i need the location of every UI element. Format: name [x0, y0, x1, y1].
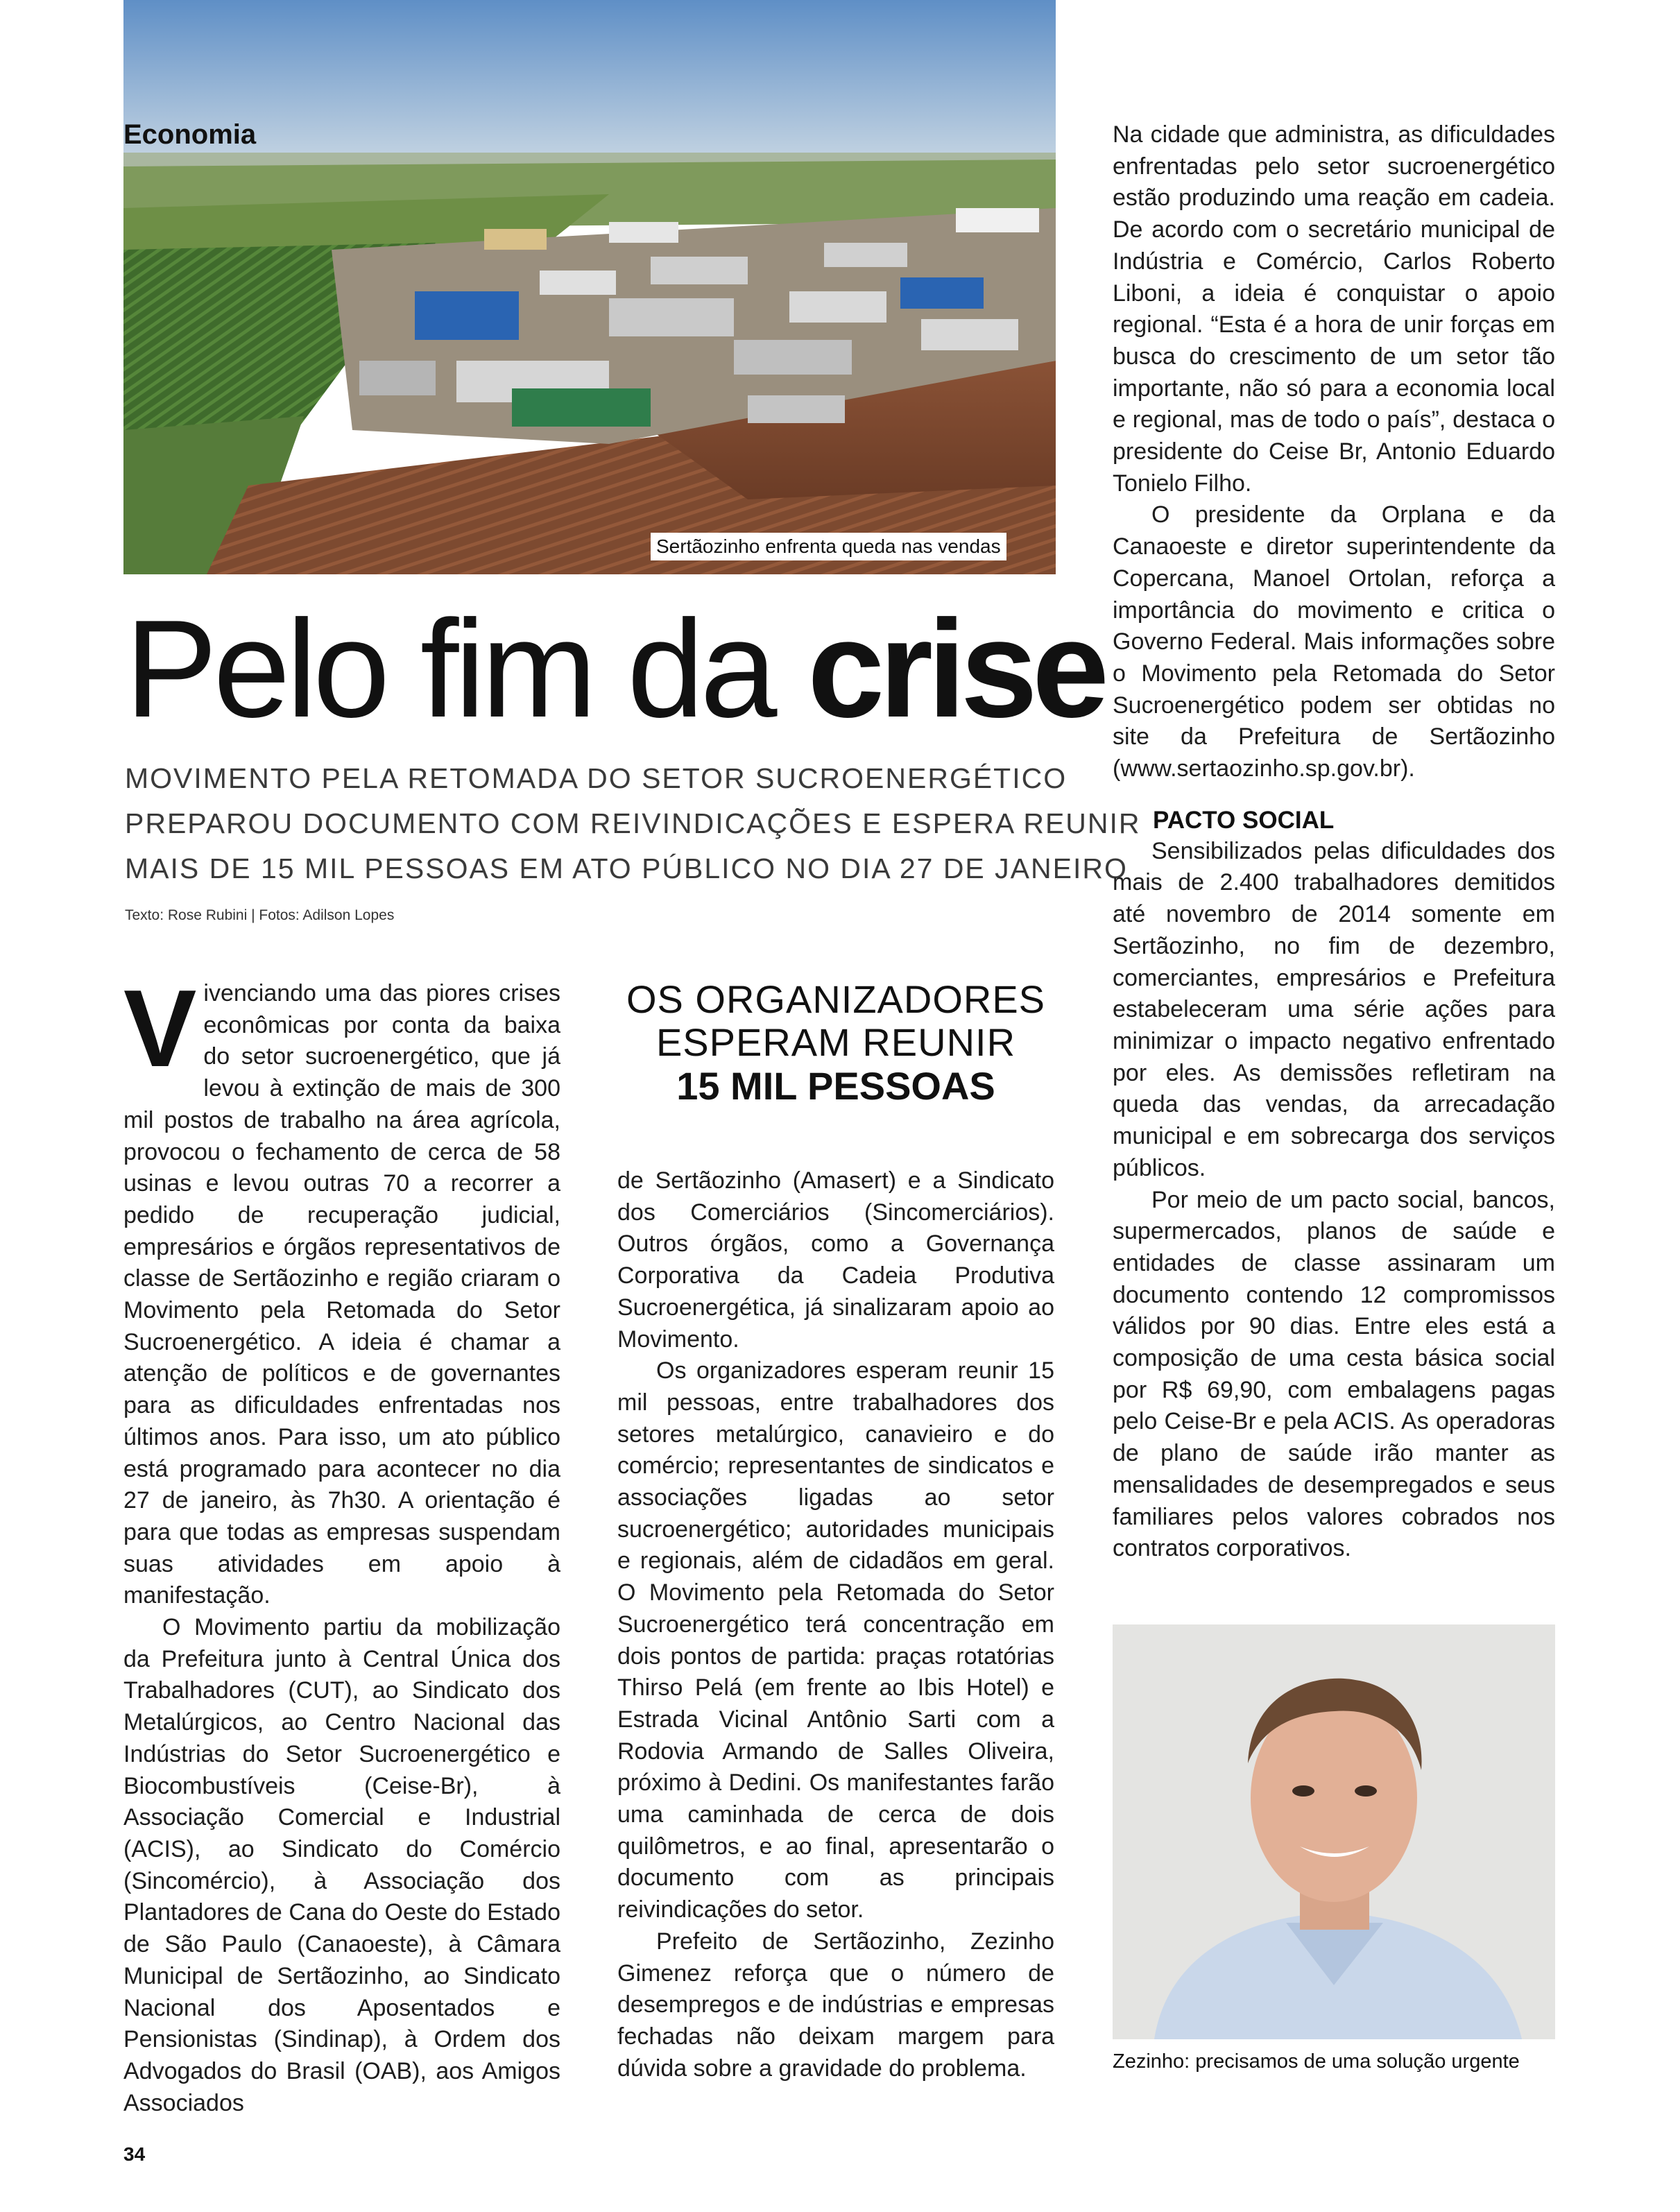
pull-quote-line: ESPERAM REUNIR — [655, 1020, 1016, 1064]
subhead-line: MOVIMENTO PELA RETOMADA DO SETOR SUCROENERGÉTICO — [125, 762, 1068, 794]
paragraph: O Movimento partiu da mobilização da Prefeitura junto à Central Única dos Trabalhadores (CUT), ao Sindicato dos Metalúrgicos, ao Centro Nacional das Indústrias do Setor Sucroenergético e Biocombustíveis (Ceise-Br), à Associação Comercial e Industrial (ACIS), ao Sindicato do Comércio (Sincomércio), à Associação dos Plantadores de Cana do Oeste do Estado de São Paulo (Canaoeste), à Câmara Municipal de Sertãozinho, ao Sindicato Nacional dos Aposentados e Pensionistas (Sindinap), à Ordem dos Advogados do Brasil (OAB), aos Amigos Associados — [123, 1614, 560, 2116]
body-column-1 — [123, 968, 560, 2119]
portrait-photo — [1113, 1624, 1555, 2039]
section-label: Economia — [123, 119, 257, 150]
article-subheadline — [125, 756, 1141, 891]
paragraph: Sensibilizados pelas dificuldades dos mais de 2.400 trabalhadores demitidos até novembro de 2014 somente em Sertãozinho, no fim de dezembro, comerciantes, empresários e Prefeitura estabeleceram uma série ações para minimizar o impacto negativo enfrentado por eles. As demissões refletiram na queda das vendas, da arrecadação municipal e em sobrecarga dos serviços públicos. — [1113, 837, 1555, 1181]
headline-bold-part: crise — [807, 592, 1104, 746]
body-column-2 — [617, 1165, 1054, 2084]
paragraph: Prefeito de Sertãozinho, Zezinho Gimenez reforça que o número de desempregos e de indústrias e empresas fechadas não deixam margem para dúvida sobre a gravidade do problema. — [617, 1928, 1054, 2082]
pull-quote-highlight: 15 MIL PESSOAS — [676, 1064, 995, 1108]
subhead-line: MAIS DE 15 MIL PESSOAS EM ATO PÚBLICO NO DIA 27 DE JANEIRO — [125, 852, 1128, 884]
pull-quote — [617, 978, 1054, 1108]
photo-caption: Sertãozinho enfrenta queda nas vendas — [651, 533, 1006, 560]
man-portrait-image — [1113, 1624, 1555, 2039]
hero-aerial-photo — [123, 0, 1056, 574]
paragraph: de Sertãozinho (Amasert) e a Sindicato dos Comerciários (Sincomerciários). Outros órgãos, como a Governança Corporativa da Cadeia Produtiva Sucroenergética, já sinalizaram apoio ao Movimento. — [617, 1167, 1054, 1353]
paragraph-text: ivenciando uma das piores crises econômicas por conta da baixa do setor sucroenergético, que já levou à extinção de mais de 300 mil postos de trabalho na área agrícola, provocou o fechamento de cerca de 58 usinas e levou outras 70 a recorrer a pedido de recuperação judicial, empresários e órgãos representativos de classe de Sertãozinho e região criaram o Movimento pela Retomada do Setor Sucroenergético. A ideia é chamar a atenção de políticos e de governantes para as dificuldades enfrentadas nos últimos anos. Para isso, um ato público está programado para acontecer no dia 27 de janeiro, às 7h30. A orientação é para que todas as empresas suspendam suas atividades em apoio à manifestação. — [123, 980, 560, 1609]
body-column-3 — [1113, 119, 1555, 1565]
paragraph: Por meio de um pacto social, bancos, supermercados, planos de saúde e entidades de classe assinaram um documento contendo 12 compromissos válidos por 90 dias. Entre eles está a composição de uma cesta básica social por R$ 69,90, com embalagens pagas pelo Ceise-Br e pela ACIS. As operadoras de plano de saúde irão manter as mensalidades de desempregados e seus familiares pelos valores cobrados nos contratos corporativos. — [1113, 1186, 1555, 1562]
page-number: 34 — [123, 2143, 146, 2165]
paragraph: Na cidade que administra, as dificuldades enfrentadas pelo setor sucroenergético estão produzindo uma reação em cadeia. De acordo com o secretário municipal de Indústria e Comércio, Carlos Roberto Liboni, a ideia é conquistar o apoio regional. “Esta é a hora de unir forças em busca do crescimento de um setor tão importante, não só para a economia local e regional, mas de todo o país”, destaca o presidente do Ceise Br, Antonio Eduardo Tonielo Filho. — [1113, 121, 1555, 497]
headline-light-part: Pelo fim da — [125, 592, 773, 746]
byline-credits: Texto: Rose Rubini | Fotos: Adilson Lopes — [125, 907, 395, 923]
paragraph: O presidente da Orplana e da Canaoeste e diretor superintendente da Copercana, Manoel Ortolan, reforça a importância do movimento e critica o Governo Federal. Mais informações sobre o Movimento pela Retomada do Setor Sucroenergético podem ser obtidas no site da Prefeitura de Sertãozinho (www.sertaozinho.sp.gov.br). — [1113, 501, 1555, 782]
paragraph: Os organizadores esperam reunir 15 mil pessoas, entre trabalhadores dos setores metalúrgico, canavieiro e do comércio; representantes de sindicatos e associações ligadas ao setor sucroenergético; autoridades municipais e regionais, além de cidadãos em geral. O Movimento pela Retomada do Setor Sucroenergético terá concentração em dois pontos de partida: praças rotatórias Thirso Pelá (em frente ao Ibis Hotel) e Estrada Vicinal Antônio Sarti com a Rodovia Armando de Salles Oliveira, próximo à Dedini. Os manifestantes farão uma caminhada de cerca de dois quilômetros, e ao final, apresentarão o documento com as principais reivindicações do setor. — [617, 1357, 1054, 1923]
portrait-caption: Zezinho: precisamos de uma solução urgente — [1113, 2050, 1520, 2073]
subhead-line: PREPAROU DOCUMENTO COM REIVINDICAÇÕES E ESPERA REUNIR — [125, 807, 1141, 839]
aerial-industrial-district-image — [123, 0, 1056, 574]
drop-cap: V — [123, 968, 197, 1090]
article-headline — [125, 590, 1104, 749]
pull-quote-line: OS ORGANIZADORES — [626, 977, 1046, 1021]
paragraph — [123, 968, 560, 1612]
section-subheading: PACTO SOCIAL — [1153, 806, 1335, 834]
